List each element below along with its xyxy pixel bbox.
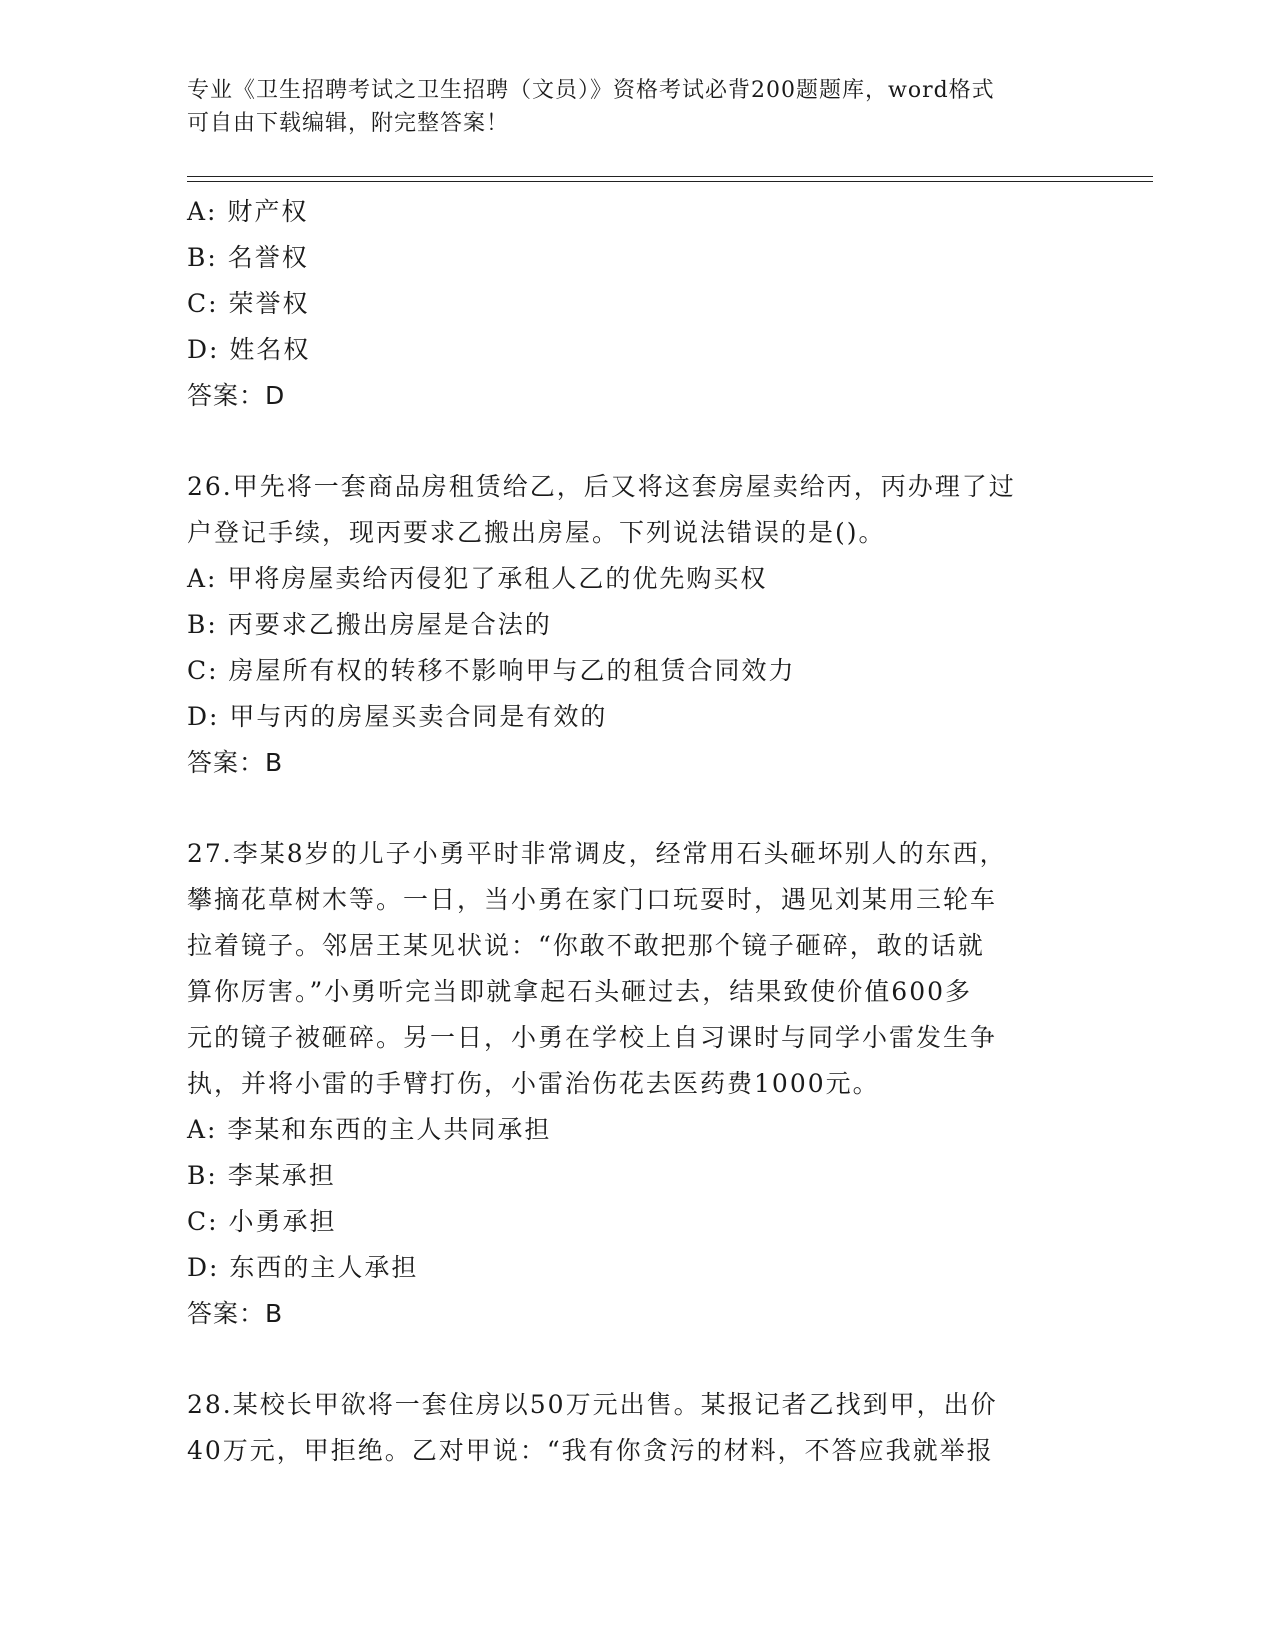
question-28 (187, 1382, 1067, 1474)
spacer (187, 786, 1067, 831)
question-stem-line: 40万元，甲拒绝。乙对甲说：“我有你贪污的材料，不答应我就举报 (187, 1436, 994, 1465)
option-a: A: 甲将房屋卖给丙侵犯了承租人乙的优先购买权 (187, 564, 768, 593)
question-stem-line: 执，并将小雷的手臂打伤，小雷治伤花去医药费1000元。 (187, 1069, 880, 1098)
header-title-line-2: 可自由下载编辑，附完整答案！ (187, 111, 510, 136)
question-stem-line: 26.甲先将一套商品房租赁给乙，后又将这套房屋卖给丙，丙办理了过 (187, 472, 1016, 501)
question-25 (187, 189, 1067, 419)
option-a: A: 财产权 (187, 197, 309, 226)
option-d: D: 姓名权 (187, 335, 311, 364)
option-c: C: 小勇承担 (187, 1207, 337, 1236)
answer: 答案：D (187, 381, 286, 410)
document-header (187, 74, 1087, 140)
question-stem-line: 27.李某8岁的儿子小勇平时非常调皮，经常用石头砸坏别人的东西， (187, 839, 1007, 868)
option-b: B: 李某承担 (187, 1161, 336, 1190)
header-title-line-1: 专业《卫生招聘考试之卫生招聘（文员）》资格考试必背200题题库，word格式 (187, 78, 995, 103)
option-a: A: 李某和东西的主人共同承担 (187, 1115, 552, 1144)
spacer (187, 419, 1067, 464)
spacer (187, 1337, 1067, 1382)
header-divider-bottom (187, 181, 1153, 182)
question-stem-line: 算你厉害。”小勇听完当即就拿起石头砸过去，结果致使价值600多 (187, 977, 973, 1006)
option-b: B: 丙要求乙搬出房屋是合法的 (187, 610, 552, 639)
question-stem-line: 拉着镜子。邻居王某见状说：“你敢不敢把那个镜子砸碎，敢的话就 (187, 931, 985, 960)
answer: 答案：B (187, 748, 284, 777)
option-c: C: 房屋所有权的转移不影响甲与乙的租赁合同效力 (187, 656, 796, 685)
answer: 答案：B (187, 1299, 284, 1328)
question-stem-line: 户登记手续，现丙要求乙搬出房屋。下列说法错误的是()。 (187, 518, 886, 547)
option-b: B: 名誉权 (187, 243, 309, 272)
question-stem-line: 元的镜子被砸碎。另一日，小勇在学校上自习课时与同学小雷发生争 (187, 1023, 998, 1052)
question-stem-line: 攀摘花草树木等。一日，当小勇在家门口玩耍时，遇见刘某用三轮车 (187, 885, 998, 914)
option-d: D: 东西的主人承担 (187, 1253, 419, 1282)
question-stem-line: 28.某校长甲欲将一套住房以50万元出售。某报记者乙找到甲，出价 (187, 1390, 998, 1419)
question-27 (187, 831, 1067, 1337)
header-divider-top (187, 176, 1153, 177)
option-d: D: 甲与丙的房屋买卖合同是有效的 (187, 702, 608, 731)
document-body (187, 189, 1067, 1474)
question-26 (187, 464, 1067, 786)
option-c: C: 荣誉权 (187, 289, 310, 318)
